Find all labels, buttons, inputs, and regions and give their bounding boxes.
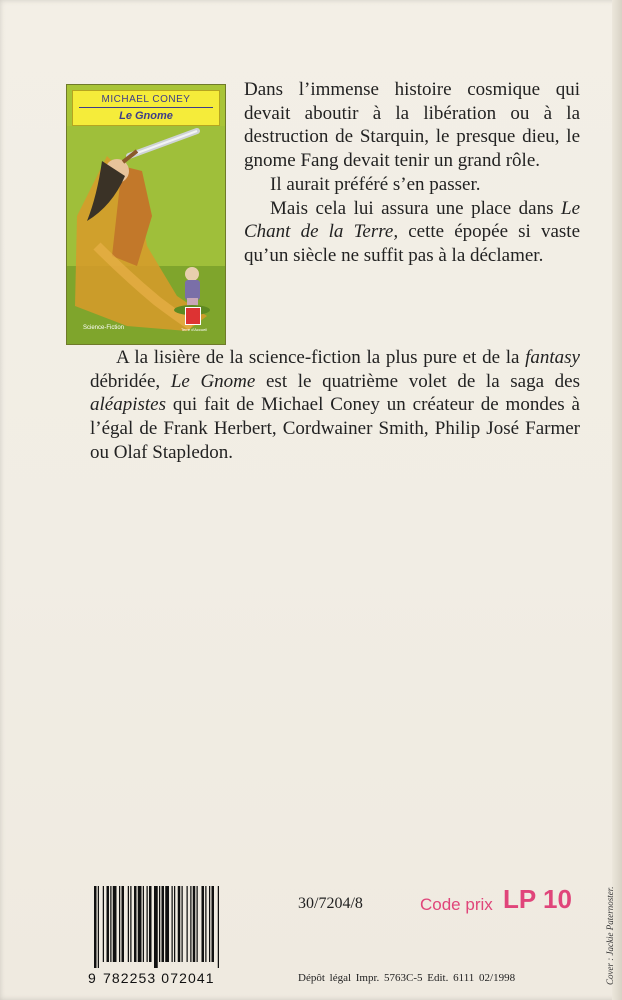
blurb-p4-text-d: qui fait de Michael Coney un créateur de mondes à l’égal de Frank Herbert, Cordwainer Smith, Philip José Farmer ou Olaf Stapledon. <box>90 394 580 463</box>
barcode-bar <box>212 886 215 962</box>
barcode-bar <box>190 886 191 962</box>
barcode-bar <box>209 886 210 962</box>
barcode-bar <box>122 886 125 962</box>
cover-rule <box>79 107 213 108</box>
barcode-bar <box>130 886 131 962</box>
publisher-logo <box>185 307 201 325</box>
barcode-bar <box>193 886 196 962</box>
blurb-paragraph-4 <box>90 346 580 465</box>
barcode-bar <box>202 886 205 962</box>
barcode-bar <box>154 886 158 968</box>
blurb-p4-text-c: est le quatrième volet de la saga des <box>255 370 580 392</box>
barcode-bar <box>174 886 175 962</box>
barcode <box>90 886 260 968</box>
cover-illustration <box>67 126 226 345</box>
blurb-p4-fantasy: fantasy <box>525 347 580 368</box>
barcode-bar <box>143 886 144 962</box>
barcode-bar <box>187 886 188 962</box>
code-prix-value: LP 10 <box>503 884 572 914</box>
cover-thumbnail <box>66 84 226 345</box>
cover-series-label: Science-Fiction <box>83 325 125 331</box>
blurb-paragraph-3 <box>244 197 580 268</box>
cover-credit: Cover : Jackie Paternoster. <box>605 886 615 985</box>
barcode-bar <box>107 886 110 962</box>
blurb-p3-text-b: cette épopée si vaste qu’un siècle ne suffit pas à la déclamer. <box>244 221 580 266</box>
cover-header <box>72 90 220 126</box>
barcode-bar <box>147 886 148 962</box>
blurb-paragraph-2: Il aurait préféré s’en passer. <box>270 173 481 195</box>
blurb-p4-aleapistes: aléapistes <box>90 394 166 416</box>
blurb-p4-title: Le Gnome <box>170 370 256 392</box>
barcode-bar <box>98 886 99 968</box>
blurb-paragraph-1: Dans l’immense histoire cosmique qui devait aboutir à la libération ou à la destruction de Starquin, le presque dieu, le gnome Fang devait tenir un grand rôle. <box>244 79 580 172</box>
barcode-bar <box>138 886 142 962</box>
reference-number: 30/7204/8 <box>298 895 363 912</box>
barcode-bar <box>110 886 111 962</box>
cover-logo-text: Terre d'Accueil <box>181 327 208 332</box>
barcode-bar <box>94 886 97 968</box>
blurb-p3-text-a: Mais cela lui assura une place dans <box>270 197 561 219</box>
barcode-bar <box>165 886 169 962</box>
barcode-bar <box>113 886 117 962</box>
barcode-bar <box>162 886 165 962</box>
code-prix-label: Code prix <box>420 895 493 914</box>
blurb-p4-text-a: A la lisière de la science-fiction la plus pure et de la <box>116 347 526 368</box>
isbn-digits: 782253 072041 <box>103 970 215 986</box>
cover-author: MICHAEL CONEY <box>101 94 191 105</box>
barcode-bar <box>182 886 183 962</box>
barcode-bar <box>205 886 206 962</box>
legal-deposit: Dépôt légal Impr. 5763C-5 Edit. 6111 02/1998 <box>298 972 516 984</box>
blurb-top <box>244 78 580 268</box>
barcode-bar <box>128 886 129 962</box>
page-edge <box>612 0 622 1000</box>
blurb-p3-title: Le Chant de la Terre, <box>244 197 580 243</box>
blurb-p4-text-b: débridée, <box>90 370 171 392</box>
barcode-bar <box>103 886 104 962</box>
blurb-bottom <box>90 346 580 465</box>
barcode-bar <box>218 886 219 968</box>
barcode-bar <box>134 886 137 962</box>
isbn-first-digit: 9 <box>88 970 97 986</box>
barcode-bar <box>197 886 198 962</box>
barcode-bar <box>172 886 173 962</box>
barcode-bar <box>178 886 181 962</box>
barcode-bar <box>119 886 120 962</box>
barcode-bar <box>159 886 160 962</box>
barcode-bar <box>149 886 152 962</box>
cover-title: Le Gnome <box>119 110 173 122</box>
